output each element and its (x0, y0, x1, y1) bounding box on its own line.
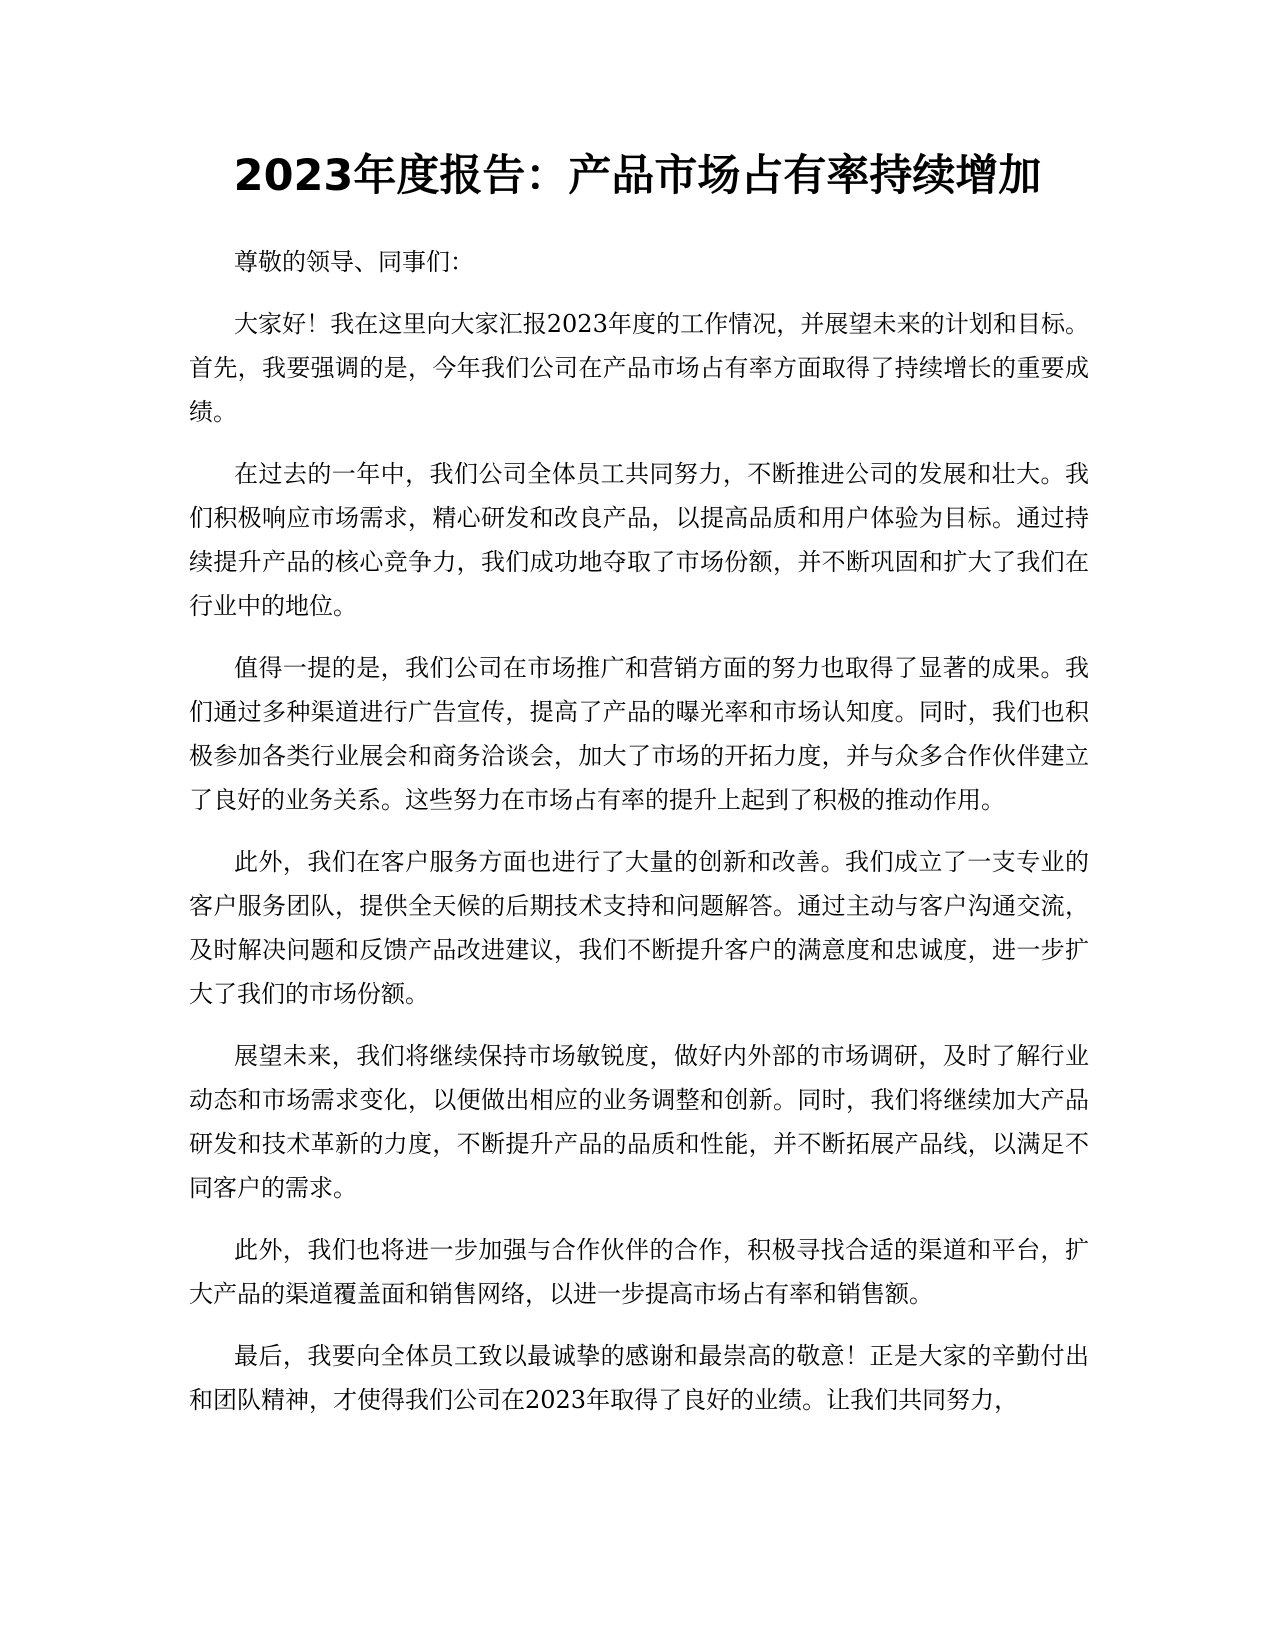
paragraph-marketing: 值得一提的是，我们公司在市场推广和营销方面的努力也取得了显著的成果。我们通过多种渠道进行广告宣传，提高了产品的曝光率和市场认知度。同时，我们也积极参加各类行业展会和商务洽谈会，加大了市场的开拓力度，并与众多合作伙伴建立了良好的业务关系。这些努力在市场占有率的提升上起到了积极的推动作用。 (189, 654, 1089, 814)
paragraph-closing: 最后，我要向全体员工致以最诚挚的感谢和最崇高的敬意！正是大家的辛勤付出和团队精神，才使得我们公司在2023年取得了良好的业绩。让我们共同努力， (189, 1342, 1089, 1414)
document-title: 2023年度报告：产品市场占有率持续增加 (233, 151, 1042, 201)
paragraph-customer-service: 此外，我们在客户服务方面也进行了大量的创新和改善。我们成立了一支专业的客户服务团队，提供全天候的后期技术支持和问题解答。通过主动与客户沟通交流，及时解决问题和反馈产品改进建议，我们不断提升客户的满意度和忠诚度，进一步扩大了我们的市场份额。 (189, 848, 1089, 1008)
document-body (189, 240, 1089, 1440)
paragraph-partners: 此外，我们也将进一步加强与合作伙伴的合作，积极寻找合适的渠道和平台，扩大产品的渠道覆盖面和销售网络，以进一步提高市场占有率和销售额。 (189, 1236, 1089, 1308)
paragraph-salutation: 尊敬的领导、同事们： (234, 248, 474, 276)
paragraph-past-year: 在过去的一年中，我们公司全体员工共同努力，不断推进公司的发展和壮大。我们积极响应市场需求，精心研发和改良产品，以提高品质和用户体验为目标。通过持续提升产品的核心竞争力，我们成功地夺取了市场份额，并不断巩固和扩大了我们在行业中的地位。 (189, 460, 1089, 620)
paragraph-intro: 大家好！我在这里向大家汇报2023年度的工作情况，并展望未来的计划和目标。首先，我要强调的是，今年我们公司在产品市场占有率方面取得了持续增长的重要成绩。 (189, 310, 1089, 426)
paragraph-outlook: 展望未来，我们将继续保持市场敏锐度，做好内外部的市场调研，及时了解行业动态和市场需求变化，以便做出相应的业务调整和创新。同时，我们将继续加大产品研发和技术革新的力度，不断提升产品的品质和性能，并不断拓展产品线，以满足不同客户的需求。 (189, 1042, 1089, 1202)
